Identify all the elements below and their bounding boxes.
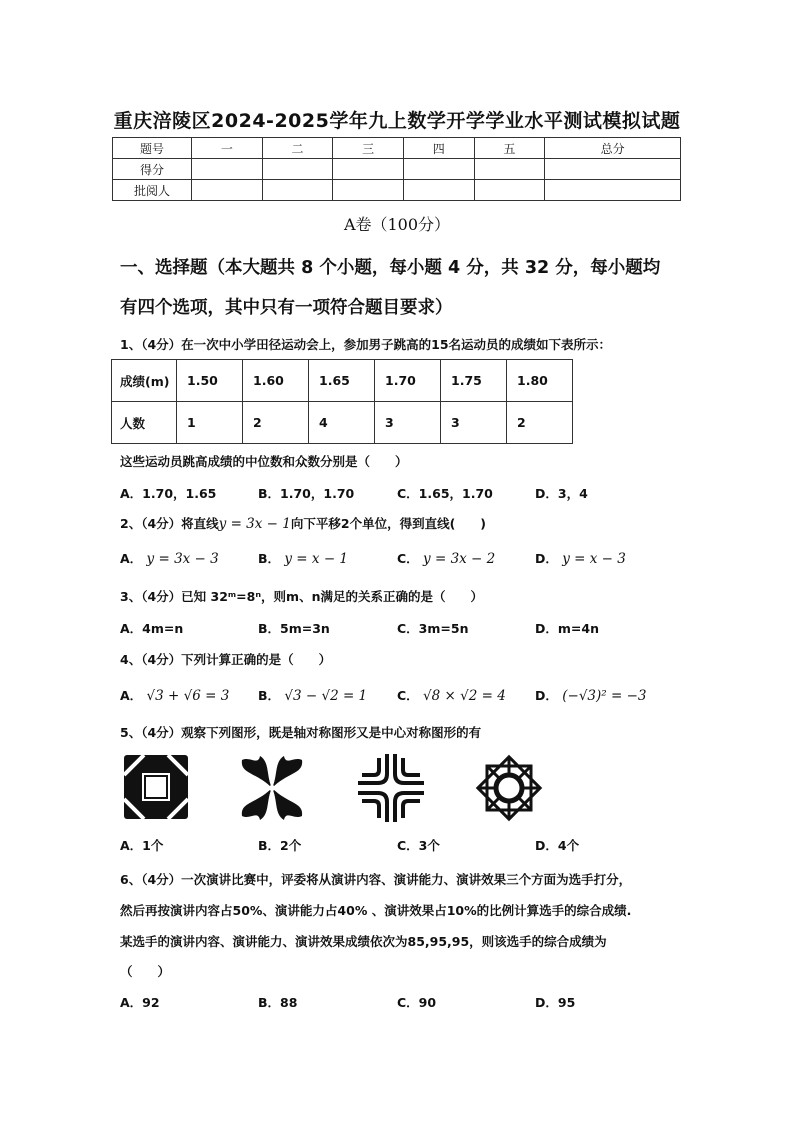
exam-title: 重庆涪陵区2024-2025学年九上数学开学学业水平测试模拟试题	[113, 110, 681, 132]
score-cell[interactable]	[545, 159, 681, 180]
option-expression: y = 3x − 2	[423, 551, 496, 567]
option-d[interactable]	[535, 549, 626, 567]
option-expression: y = x − 1	[284, 551, 349, 567]
question-6-line-3: 某选手的演讲内容、演讲能力、演讲效果成绩依次为85,95,95，则该选手的综合成绩为	[120, 934, 607, 949]
option-expression: √3 + √6 = 3	[146, 688, 230, 704]
score-cell[interactable]	[474, 180, 545, 201]
table-cell: 五	[474, 138, 545, 159]
option-expression: y = 3x − 3	[146, 551, 219, 567]
table-cell: 1.60	[243, 360, 309, 402]
section-title: A卷（100分）	[343, 215, 451, 234]
option-expression: (−√3)² = −3	[562, 688, 647, 704]
score-cell[interactable]	[403, 180, 474, 201]
score-cell[interactable]	[474, 159, 545, 180]
option-b[interactable]: B．88	[258, 995, 298, 1010]
question-5-stem: 5、（4分）观察下列图形，既是轴对称图形又是中心对称图形的有	[120, 725, 482, 740]
table-cell: 1.70	[375, 360, 441, 402]
table-cell: 得分	[113, 159, 192, 180]
table-cell: 2	[507, 402, 573, 444]
table-cell: 二	[262, 138, 333, 159]
option-b[interactable]	[258, 686, 367, 704]
table-cell: 1.50	[177, 360, 243, 402]
option-expression: y = x − 3	[562, 551, 626, 567]
option-d[interactable]	[535, 686, 647, 704]
table-cell: 1.80	[507, 360, 573, 402]
option-label: C．	[397, 688, 419, 703]
option-d[interactable]: D．3，4	[535, 486, 588, 501]
question-6-line-2: 然后再按演讲内容占50%、演讲能力占40% 、演讲效果占10%的比例计算选手的综合成绩.	[120, 903, 632, 918]
table-cell: 批阅人	[113, 180, 192, 201]
table-cell: 四	[403, 138, 474, 159]
table-row	[113, 138, 681, 159]
option-expression: √8 × √2 = 4	[423, 688, 506, 704]
table-row	[112, 360, 573, 402]
option-c[interactable]: C．90	[397, 995, 437, 1010]
question-2-stem-a: 2、（4分）将直线	[120, 516, 219, 531]
score-cell[interactable]	[192, 180, 263, 201]
table-cell: 3	[441, 402, 507, 444]
score-cell[interactable]	[333, 180, 404, 201]
question-1-follow: 这些运动员跳高成绩的中位数和众数分别是（ ）	[120, 454, 408, 469]
question-6-line-1: 6、（4分）一次演讲比赛中，评委将从演讲内容、演讲能力、演讲效果三个方面为选手打分，	[120, 872, 632, 887]
score-cell[interactable]	[333, 159, 404, 180]
option-label: A．	[120, 688, 143, 703]
option-label: A．	[120, 551, 143, 566]
table-cell: 总分	[545, 138, 681, 159]
table-cell: 人数	[112, 402, 177, 444]
table-row	[113, 159, 681, 180]
figure-eight-point-star-icon	[473, 752, 545, 824]
option-d[interactable]: D．4个	[535, 838, 580, 853]
table-cell: 题号	[113, 138, 192, 159]
figure-square-spiral-icon	[122, 753, 190, 821]
option-a[interactable]: A．1个	[120, 838, 164, 853]
score-cell[interactable]	[262, 180, 333, 201]
question-1-table	[111, 359, 573, 444]
option-c[interactable]: C．1.65，1.70	[397, 486, 493, 501]
option-a[interactable]: A．4m=n	[120, 621, 184, 636]
table-cell: 2	[243, 402, 309, 444]
score-table	[112, 137, 681, 201]
table-cell: 3	[375, 402, 441, 444]
score-cell[interactable]	[192, 159, 263, 180]
option-c[interactable]: C．3个	[397, 838, 440, 853]
option-a[interactable]: A．92	[120, 995, 160, 1010]
option-c[interactable]: C．3m=5n	[397, 621, 469, 636]
option-label: B．	[258, 688, 281, 703]
question-2-stem	[120, 514, 486, 532]
option-b[interactable]: B．1.70，1.70	[258, 486, 355, 501]
part-heading-cont: 有四个选项，其中只有一项符合题目要求）	[120, 298, 453, 318]
score-cell[interactable]	[262, 159, 333, 180]
option-label: D．	[535, 551, 558, 566]
table-cell: 1.65	[309, 360, 375, 402]
table-cell: 三	[333, 138, 404, 159]
option-b[interactable]: B．5m=3n	[258, 621, 330, 636]
option-expression: √3 − √2 = 1	[284, 688, 368, 704]
option-b[interactable]	[258, 549, 348, 567]
option-c[interactable]	[397, 549, 495, 567]
part-heading: 一、选择题（本大题共 8 个小题，每小题 4 分，共 32 分，每小题均	[120, 258, 661, 278]
option-label: B．	[258, 551, 281, 566]
question-1-stem: 1、（4分）在一次中小学田径运动会上，参加男子跳高的15名运动员的成绩如下表所示：	[120, 337, 612, 352]
option-b[interactable]: B．2个	[258, 838, 302, 853]
figure-four-petal-icon	[236, 752, 308, 824]
option-d[interactable]: D．95	[535, 995, 576, 1010]
table-cell: 成绩(m)	[112, 360, 177, 402]
question-6-line-4: （ ）	[120, 964, 171, 979]
figure-cross-pattern-icon	[356, 752, 426, 824]
option-a[interactable]	[120, 686, 229, 704]
table-row	[113, 180, 681, 201]
question-2-stem-b: 向下平移2个单位，得到直线( )	[290, 516, 486, 531]
option-a[interactable]	[120, 549, 219, 567]
table-cell: 1.75	[441, 360, 507, 402]
question-3-stem: 3、（4分）已知 32ᵐ=8ⁿ，则m、n满足的关系正确的是（ ）	[120, 589, 483, 604]
option-d[interactable]: D．m=4n	[535, 621, 599, 636]
table-cell: 一	[192, 138, 263, 159]
table-cell: 1	[177, 402, 243, 444]
option-a[interactable]: A．1.70，1.65	[120, 486, 217, 501]
question-4-stem: 4、（4分）下列计算正确的是（ ）	[120, 652, 332, 667]
score-cell[interactable]	[403, 159, 474, 180]
table-cell: 4	[309, 402, 375, 444]
option-label: C．	[397, 551, 419, 566]
score-cell[interactable]	[545, 180, 681, 201]
question-2-expression: y = 3x − 1	[218, 516, 291, 532]
option-label: D．	[535, 688, 558, 703]
option-c[interactable]	[397, 686, 506, 704]
table-row	[112, 402, 573, 444]
